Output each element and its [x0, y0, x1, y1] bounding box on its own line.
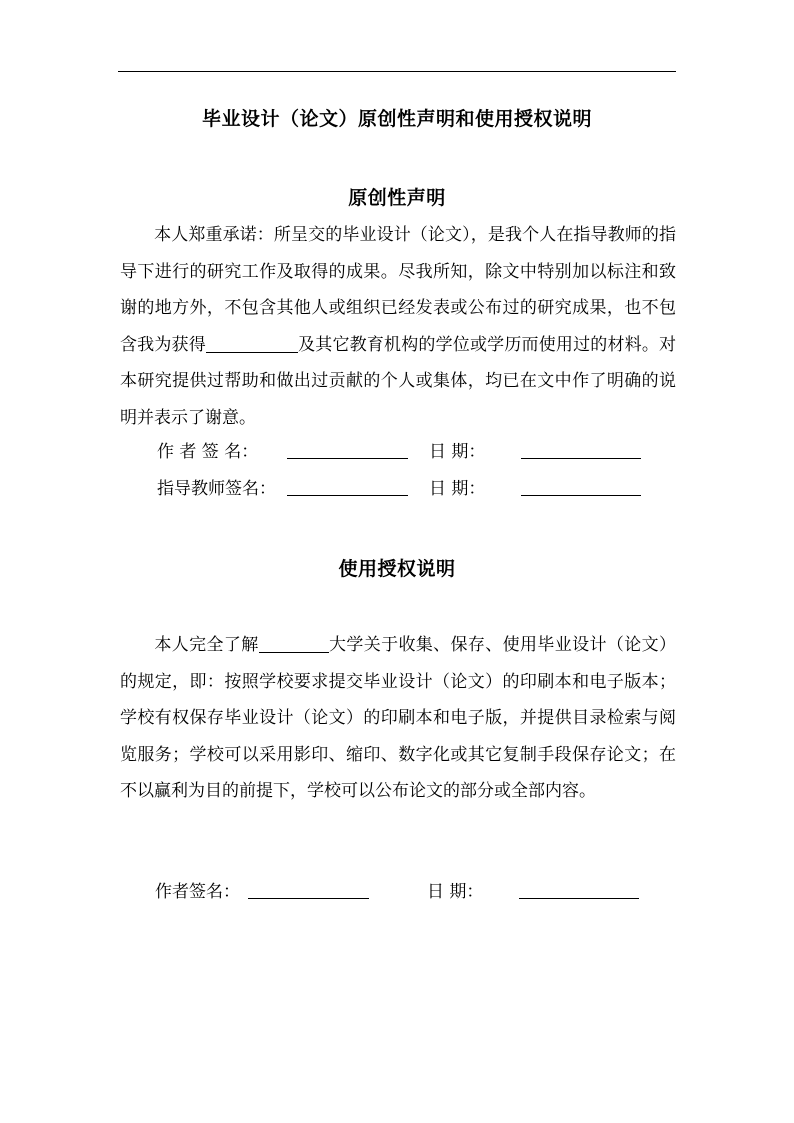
- advisor-signature-label: 指导教师签名：: [157, 479, 276, 499]
- authorization-signature-label: 作者签名：: [155, 882, 240, 902]
- university-name-blank[interactable]: [259, 635, 329, 653]
- originality-text-part1: 本人郑重承诺：所呈交的毕业设计（论文），是我个人在指导教师的指导下进行的研究工作及取得的成果。尽我所知，除文中特别加以标注和致谢的地方外，不包含其他人或组织已经发表或公布过的研究成果，也不包含我为获得: [120, 225, 676, 355]
- authorization-signature-line[interactable]: [248, 898, 369, 899]
- authorization-date-label: 日 期：: [427, 882, 484, 902]
- advisor-signature-line[interactable]: [287, 495, 408, 496]
- originality-text-part2: 及其它教育机构的学位或学历而使用过的材料。对本研究提供过帮助和做出过贡献的个人或集体，均已在文中作了明确的说明并表示了谢意。: [120, 334, 677, 428]
- originality-paragraph: [120, 217, 676, 436]
- header-rule: [118, 71, 676, 72]
- degree-institution-blank[interactable]: [206, 335, 298, 353]
- authorization-text-part1: 本人完全了解: [154, 635, 259, 655]
- authorization-date-line[interactable]: [519, 898, 639, 899]
- authorization-section-title: 使用授权说明: [338, 558, 456, 580]
- authorization-text-part2: 大学关于收集、保存、使用毕业设计（论文）的规定，即：按照学校要求提交毕业设计（论文）的印刷本和电子版本；学校有权保存毕业设计（论文）的印刷本和电子版，并提供目录检索与阅览服务；学校可以采用影印、缩印、数字化或其它复制手段保存论文；在不以赢利为目的前提下，学校可以公布论文的部分或全部内容。: [120, 635, 677, 801]
- page-title: 毕业设计（论文）原创性声明和使用授权说明: [201, 108, 592, 130]
- originality-section-title: 原创性声明: [348, 187, 446, 209]
- advisor-date-label: 日 期：: [429, 479, 486, 499]
- author-date-line[interactable]: [521, 458, 641, 459]
- advisor-date-line[interactable]: [521, 495, 641, 496]
- author-date-label: 日 期：: [429, 442, 486, 462]
- author-signature-label: 作 者 签 名：: [157, 442, 259, 462]
- author-signature-line[interactable]: [287, 458, 408, 459]
- authorization-paragraph: [120, 627, 676, 810]
